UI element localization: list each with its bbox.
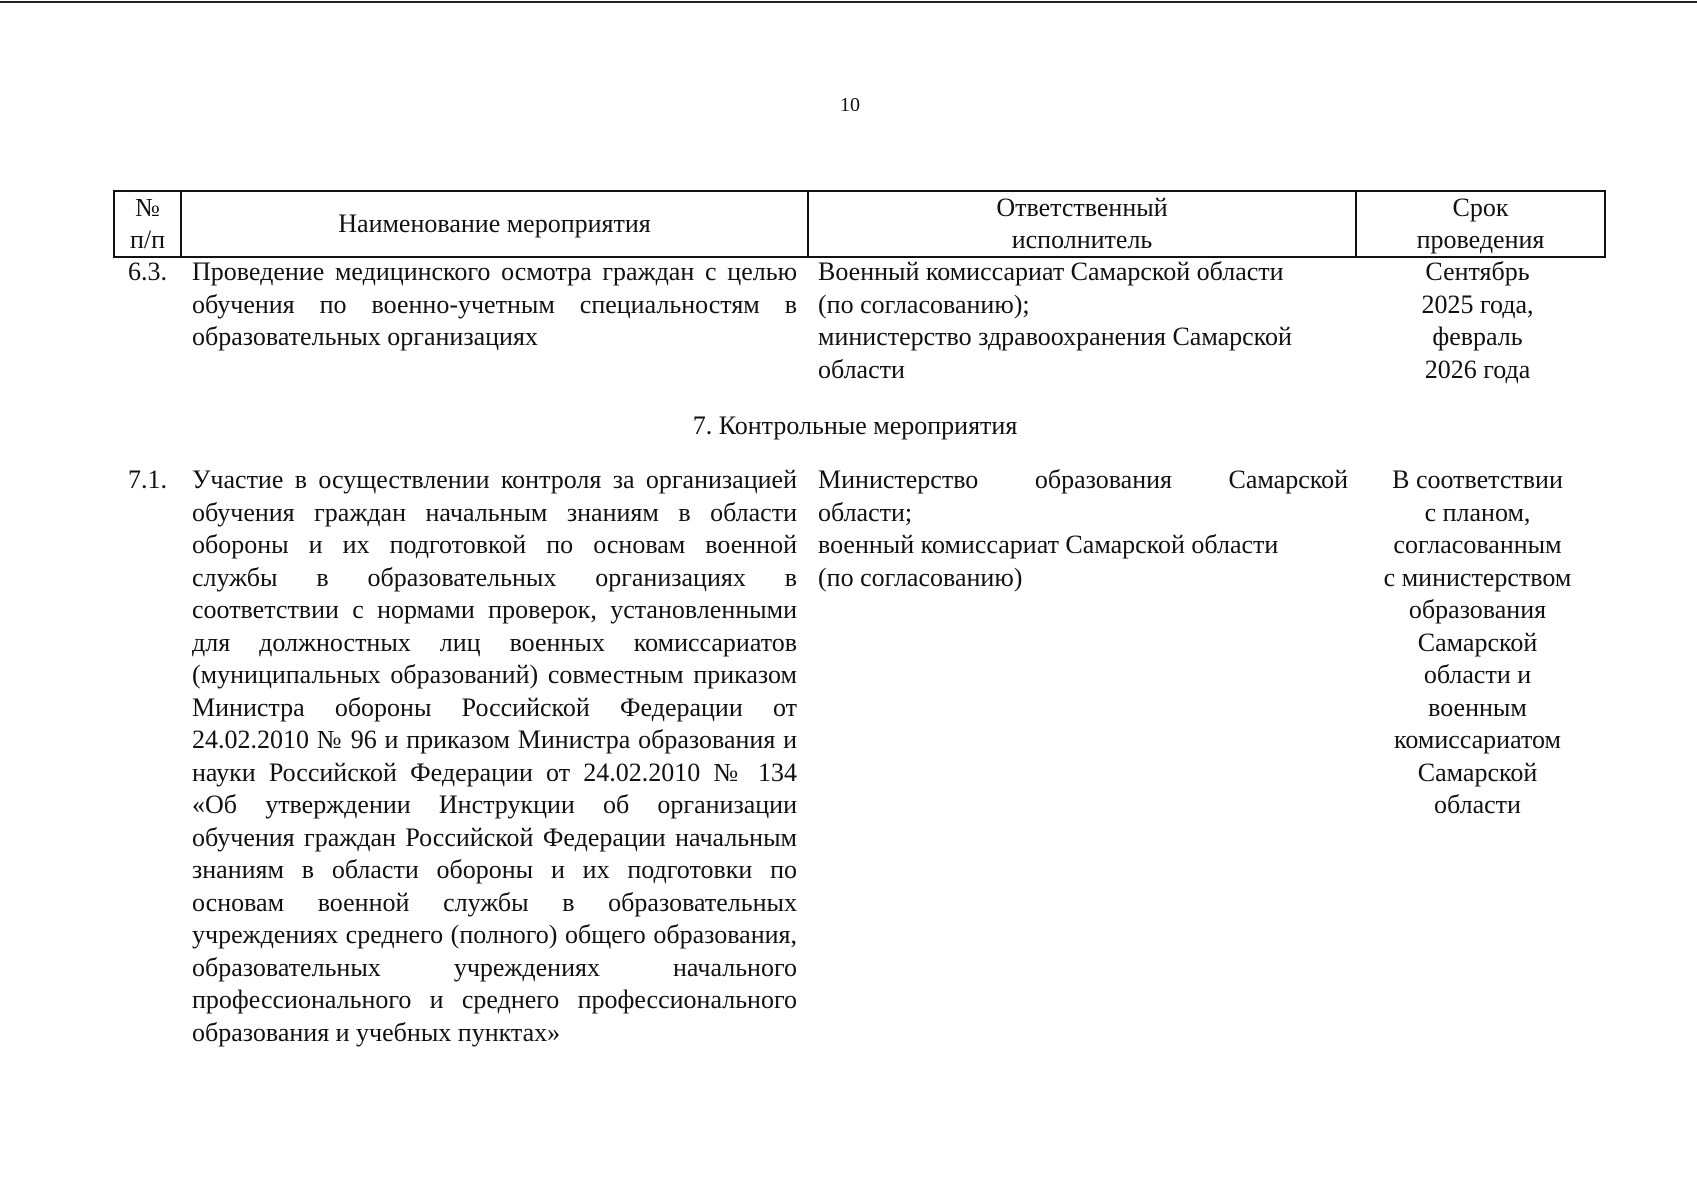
row-7-1-term-line: с министерством [1383,562,1572,592]
row-7-1-term-line: Самарской [1417,627,1538,657]
row-6-3-term-line: февраль [1432,322,1523,351]
header-name: Наименование мероприятия [181,191,808,257]
row-7-1-executor [818,464,1348,594]
row-7-1-executor-line: (по согласованию) [818,562,1023,592]
row-6-3-term-line: 2026 года [1424,354,1531,384]
row-6-3-name: Проведение медицинского осмотра граждан с целью обучения по военно-учетным специальностям в образовательных организациях [192,257,797,351]
header-term-line-1: Срок [1452,193,1509,222]
row-6-3-number: 6.3. [128,257,167,286]
section-7-title: 7. Контрольные мероприятия [692,411,1018,440]
row-7-1-term-line: согласованным [1393,530,1562,559]
row-7-1-term-line: области [1434,790,1521,819]
header-num [114,191,181,257]
row-7-1-executor-line: военный комиссариат Самарской области [818,530,1279,559]
row-6-3-executor-line: министерство здравоохранения Самарской [818,322,1292,351]
header-term [1356,191,1605,257]
row-6-3-term-line: Сентябрь [1425,257,1530,286]
page-number: 10 [840,94,860,116]
row-7-1-executor-line: области; [818,497,913,527]
row-6-3-term [1365,256,1590,386]
row-7-1-term-line: комиссариатом [1394,725,1561,754]
header-executor-line-2: исполнитель [1011,225,1153,254]
top-border-line [0,1,1697,3]
row-7-1-term-line: В соответствии [1392,465,1563,494]
header-term-line-2: проведения [1416,225,1545,254]
row-7-1-term-line: Самарской [1417,757,1538,787]
row-6-3-executor-line: Военный комиссариат Самарской области [818,257,1284,286]
header-num-line-1: № [135,193,160,222]
row-7-1-term [1365,464,1590,822]
row-7-1-term-line: образования [1408,595,1547,624]
row-6-3-executor-line: области [818,354,905,384]
row-7-1-executor-line: Министерство образования Самарской [818,465,1348,494]
table-header [113,190,1606,258]
row-6-3-term-line: 2025 года, [1421,289,1534,319]
header-num-line-2: п/п [129,225,166,254]
row-7-1-term-line: военным [1428,692,1527,722]
row-7-1-term-line: области и [1423,660,1532,689]
row-6-3-executor-line: (по согласованию); [818,289,1030,319]
row-7-1-number: 7.1. [128,465,167,494]
row-7-1-name: Участие в осуществлении контроля за организацией обучения граждан начальным знаниям в области обороны и их подготовкой по основам военной службы в образовательных организациях в соответствии с нормами проверок, установленными для должностных лиц военных комиссариатов (муниципальных образований) совместным приказом Министра обороны Российской Федерации от 24.02.2010 № 96 и приказом Министра образования и науки Российской Федерации от 24.02.2010 № 134 «Об утверждении Инструкции об организации обучения граждан Российской Федерации начальным знаниям в области обороны и их подготовки по основам военной службы в образовательных учреждениях среднего (полного) общего образования, образовательных учреждениях начального профессионального и среднего профессионального образования и учебных пунктах» [192,465,797,1047]
row-6-3-executor [818,256,1348,386]
header-executor [808,191,1356,257]
header-executor-line-1: Ответственный [996,193,1168,222]
row-7-1-term-line: с планом, [1424,497,1531,527]
